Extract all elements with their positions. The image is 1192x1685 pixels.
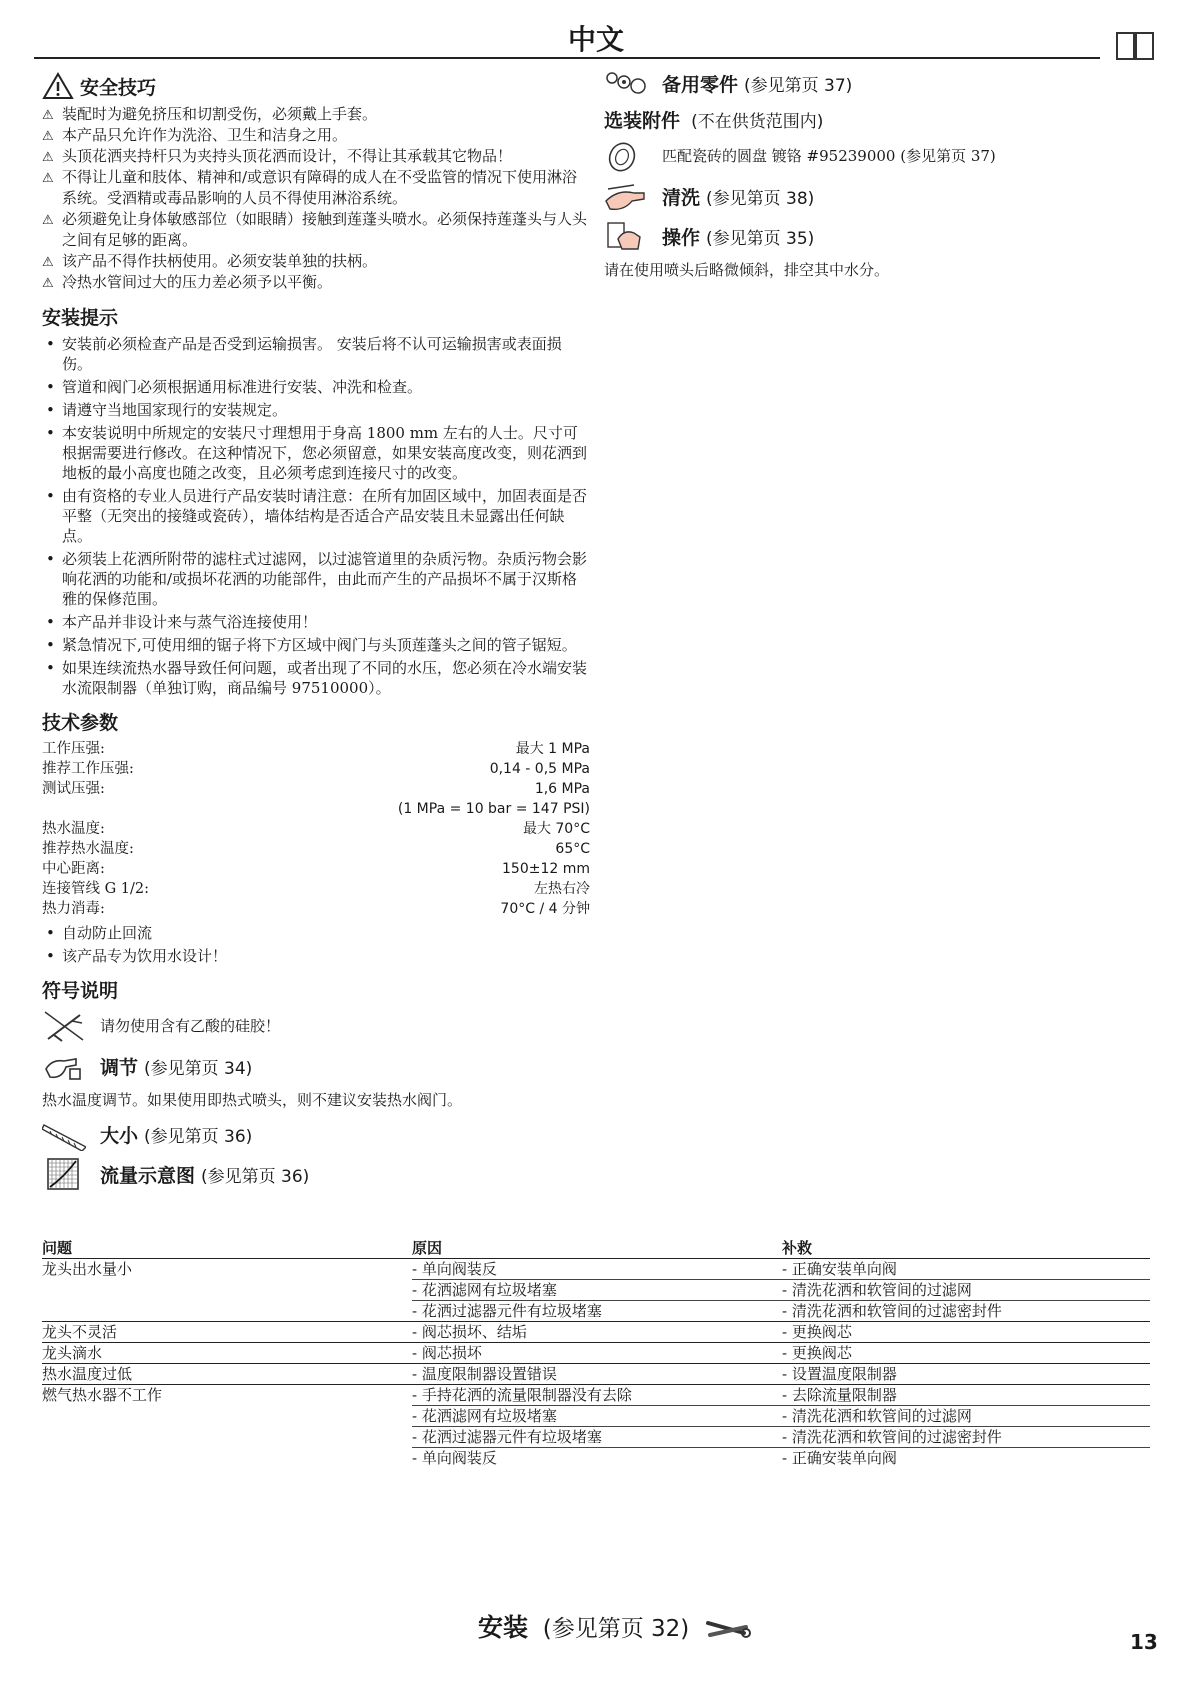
- cause-cell: - 花洒滤网有垃圾堵塞: [412, 1280, 782, 1301]
- remedy-cell: - 清洗花洒和软管间的过滤密封件: [782, 1427, 1150, 1448]
- safety-item: [42, 104, 590, 125]
- table-body: [42, 1259, 1150, 1468]
- safety-text: 装配时为避免挤压和切割受伤，必须戴上手套。: [62, 105, 378, 123]
- table-row: [42, 1385, 1150, 1406]
- remedy-cell: - 正确安装单向阀: [782, 1449, 897, 1467]
- safety-list: [42, 104, 590, 293]
- remedy-cell: - 清洗花洒和软管间的过滤密封件: [782, 1301, 1150, 1322]
- spec-row: [42, 739, 590, 759]
- table-row: [42, 1406, 1150, 1427]
- left-column: [42, 72, 590, 1197]
- spec-row: [42, 799, 590, 819]
- header-remedy: 补救: [782, 1239, 813, 1257]
- safety-item: [42, 209, 590, 251]
- warning-icon: [42, 72, 74, 100]
- tech-bullet: • 该产品专为饮用水设计！: [42, 946, 590, 966]
- spec-value: (1 MPa = 10 bar = 147 PSI): [397, 801, 590, 817]
- safety-text: 必须避免让身体敏感部位（如眼睛）接触到莲蓬头喷水。必须保持莲蓬头与人头之间有足够的距离。: [62, 210, 588, 249]
- symbols-title: 符号说明: [42, 980, 119, 1002]
- size-ref: (参见第页 36): [144, 1126, 253, 1147]
- spare-parts-title: 备用零件: [662, 73, 739, 96]
- rosette-text: 匹配瓷砖的圆盘 镀铬 #95239000 (参见第页 37): [662, 147, 996, 165]
- remedy-cell: - 更换阀芯: [782, 1343, 1150, 1364]
- remedy-cell: - 设置温度限制器: [782, 1364, 1150, 1385]
- adjust-hand-icon: [42, 1049, 86, 1083]
- ruler-icon: [42, 1117, 86, 1151]
- spare-parts-row: [604, 66, 1164, 100]
- troubleshooting-table: [42, 1238, 1150, 1468]
- install-tip-item: • 本安装说明中所规定的安装尺寸理想用于身高 1800 mm 左右的人士。尺寸可根据需要进行修改。在这种情况下，您必须留意，如果安装高度改变，则花洒到地板的最小高度也随之改变，且必须考虑到连接尺寸的改变。: [42, 423, 590, 483]
- clean-ref: (参见第页 38): [706, 188, 815, 209]
- problem-cell: [42, 1427, 412, 1448]
- wrench-icon: [704, 1615, 752, 1645]
- operate-title: 操作: [662, 226, 701, 249]
- spec-value: 65°C: [555, 841, 590, 857]
- tech-title: 技术参数: [42, 712, 119, 734]
- safety-text: 本产品只允许作为洗浴、卫生和洁身之用。: [62, 126, 348, 144]
- flow-title: 流量示意图: [100, 1164, 196, 1187]
- flow-ref: (参见第页 36): [201, 1166, 310, 1187]
- clean-row: [604, 179, 1164, 213]
- tech-bullet: • 自动防止回流: [42, 923, 590, 943]
- spec-row: [42, 819, 590, 839]
- spec-row: [42, 879, 590, 899]
- install-tip-item: • 本产品并非设计来与蒸气浴连接使用！: [42, 612, 590, 632]
- spec-label: 推荐工作压强:: [42, 761, 134, 777]
- spec-value: 0,14 - 0,5 MPa: [489, 761, 590, 777]
- tech-specs: [42, 739, 590, 919]
- problem-cell: [42, 1301, 412, 1322]
- page-number: 13: [1130, 1630, 1158, 1654]
- size-row: [42, 1117, 590, 1151]
- spec-value: 1,6 MPa: [534, 781, 590, 797]
- safety-title: 安全技巧: [80, 76, 157, 99]
- spec-row: [42, 779, 590, 799]
- install-tips-title: 安装提示: [42, 307, 119, 329]
- rosette-row: [604, 139, 1164, 173]
- warning-icon: ⚠: [42, 276, 54, 291]
- header-problem: 问题: [42, 1239, 73, 1257]
- operate-row: [604, 219, 1164, 253]
- warning-icon: ⚠: [42, 150, 54, 165]
- table-row: [42, 1280, 1150, 1301]
- operate-ref: (参见第页 35): [706, 228, 815, 249]
- right-column: [604, 66, 1164, 281]
- warning-icon: ⚠: [42, 108, 54, 123]
- table-row: [42, 1343, 1150, 1364]
- problem-cell: 龙头不灵活: [42, 1322, 412, 1343]
- flow-diagram-icon: [42, 1157, 86, 1191]
- header-divider: [34, 57, 1100, 59]
- footer-ref: (参见第页 32): [542, 1616, 690, 1642]
- cause-cell: - 单向阀装反: [412, 1259, 782, 1280]
- spec-value: 最大 70°C: [522, 821, 590, 837]
- safety-text: 不得让儿童和肢体、精神和/或意识有障碍的成人在不受监管的情况下使用淋浴系统。受酒精或毒品影响的人员不得使用淋浴系统。: [62, 168, 578, 207]
- remedy-cell: - 去除流量限制器: [782, 1385, 1150, 1406]
- problem-cell: 燃气热水器不工作: [42, 1386, 163, 1404]
- optional-title: 选装附件: [604, 110, 681, 132]
- cause-cell: - 花洒滤网有垃圾堵塞: [412, 1406, 782, 1427]
- install-tip-item: • 由有资格的专业人员进行产品安装时请注意：在所有加固区域中，加固表面是否平整（无突出的接缝或瓷砖），墙体结构是否适合产品安装且未显露出任何缺点。: [42, 486, 590, 546]
- safety-item: [42, 251, 590, 272]
- remedy-cell: - 清洗花洒和软管间的过滤网: [782, 1406, 1150, 1427]
- size-title: 大小: [100, 1124, 139, 1147]
- spec-row: [42, 859, 590, 879]
- spare-parts-ref: (参见第页 37): [744, 75, 853, 96]
- silicone-row: [42, 1009, 590, 1043]
- table-row: [42, 1259, 1150, 1280]
- spec-value: 70°C / 4 分钟: [500, 901, 590, 917]
- problem-cell: 龙头出水量小: [42, 1260, 133, 1278]
- warning-icon: ⚠: [42, 129, 54, 144]
- install-tip-item: • 如果连续流热水器导致任何问题，或者出现了不同的水压，您必须在冷水端安装水流限制器（单独订购，商品编号 97510000）。: [42, 658, 590, 698]
- safety-text: 该产品不得作扶柄使用。必须安装单独的扶柄。: [62, 252, 378, 270]
- flow-row: [42, 1157, 590, 1191]
- adjust-row: [42, 1049, 590, 1083]
- silicone-note: 请勿使用含有乙酸的硅胶！: [100, 1017, 281, 1035]
- install-tip-item: • 安装前必须检查产品是否受到运输损害。 安装后将不认可运输损害或表面损伤。: [42, 334, 590, 374]
- adjust-note: 热水温度调节。如果使用即热式喷头，则不建议安装热水阀门。: [42, 1091, 463, 1109]
- tech-bullets: [42, 923, 590, 966]
- spec-value: 最大 1 MPa: [515, 741, 590, 757]
- warning-icon: ⚠: [42, 255, 54, 270]
- spec-label: 中心距离:: [42, 861, 105, 877]
- spec-row: [42, 759, 590, 779]
- problem-cell: 热水温度过低: [42, 1364, 412, 1385]
- safety-item: [42, 146, 590, 167]
- safety-text: 冷热水管间过大的压力差必须予以平衡。: [62, 273, 333, 291]
- spec-value: 左热右冷: [534, 881, 590, 897]
- spare-parts-icon: [604, 66, 648, 100]
- table-row: [42, 1427, 1150, 1448]
- cause-cell: - 花洒过滤器元件有垃圾堵塞: [412, 1301, 782, 1322]
- table-row: [42, 1301, 1150, 1322]
- spec-row: [42, 839, 590, 859]
- footer-heading: [478, 1608, 752, 1645]
- safety-item: [42, 125, 590, 146]
- install-tip-item: • 请遵守当地国家现行的安装规定。: [42, 400, 590, 420]
- safety-text: 头顶花洒夹持杆只为夹持头顶花洒而设计，不得让其承载其它物品！: [62, 147, 513, 165]
- cause-cell: - 温度限制器设置错误: [412, 1364, 782, 1385]
- install-tips-list: [42, 334, 590, 698]
- spec-label: 热水温度:: [42, 821, 105, 837]
- clean-title: 清洗: [662, 186, 701, 209]
- cause-cell: - 手持花洒的流量限制器没有去除: [412, 1385, 782, 1406]
- cause-cell: - 单向阀装反: [412, 1449, 497, 1467]
- install-tip-item: • 必须装上花洒所附带的滤柱式过滤网，以过滤管道里的杂质污物。杂质污物会影响花洒的功能和/或损坏花洒的功能部件，由此而产生的产品损坏不属于汉斯格雅的保修范围。: [42, 549, 590, 609]
- operate-note: 请在使用喷头后略微倾斜，排空其中水分。: [604, 261, 890, 279]
- table-header: [42, 1238, 1150, 1259]
- optional-ref: (不在供货范围内): [691, 112, 824, 132]
- spec-label: 连接管线 G 1/2:: [42, 881, 150, 897]
- cause-cell: - 花洒过滤器元件有垃圾堵塞: [412, 1427, 782, 1448]
- spec-value: 150±12 mm: [502, 861, 590, 877]
- footer-title: 安装: [478, 1613, 529, 1642]
- header-cause: 原因: [412, 1239, 443, 1257]
- table-row: [42, 1364, 1150, 1385]
- remedy-cell: - 正确安装单向阀: [782, 1259, 1150, 1280]
- safety-heading: [42, 72, 590, 100]
- cause-cell: - 阀芯损坏、结垢: [412, 1322, 782, 1343]
- rosette-icon: [604, 139, 648, 173]
- remedy-cell: - 清洗花洒和软管间的过滤网: [782, 1280, 1150, 1301]
- adjust-ref: (参见第页 34): [144, 1058, 253, 1079]
- problem-cell: [42, 1280, 412, 1301]
- cleaning-hand-icon: [604, 179, 648, 213]
- book-icon: [1116, 30, 1154, 62]
- spec-row: [42, 899, 590, 919]
- problem-cell: 龙头滴水: [42, 1343, 412, 1364]
- table-row: [42, 1322, 1150, 1343]
- install-tip-item: • 管道和阀门必须根据通用标准进行安装、冲洗和检查。: [42, 377, 590, 397]
- warning-icon: ⚠: [42, 213, 54, 228]
- optional-heading: [604, 106, 1164, 133]
- adjust-title: 调节: [100, 1056, 139, 1079]
- table-row: [42, 1448, 1150, 1468]
- safety-item: [42, 272, 590, 293]
- spec-label: 推荐热水温度:: [42, 841, 134, 857]
- spec-label: 热力消毒:: [42, 901, 105, 917]
- spec-label: 测试压强:: [42, 781, 105, 797]
- problem-cell: [42, 1406, 412, 1427]
- silicone-gun-icon: [42, 1009, 86, 1043]
- operating-hand-icon: [604, 219, 648, 253]
- problem-cell: [42, 1448, 412, 1468]
- install-tip-item: • 紧急情况下,可使用细的锯子将下方区域中阀门与头顶莲蓬头之间的管子锯短。: [42, 635, 590, 655]
- spec-label: 工作压强:: [42, 741, 105, 757]
- page-title: 中文: [567, 23, 624, 56]
- remedy-cell: - 更换阀芯: [782, 1322, 1150, 1343]
- warning-icon: ⚠: [42, 171, 54, 186]
- safety-item: [42, 167, 590, 209]
- cause-cell: - 阀芯损坏: [412, 1343, 782, 1364]
